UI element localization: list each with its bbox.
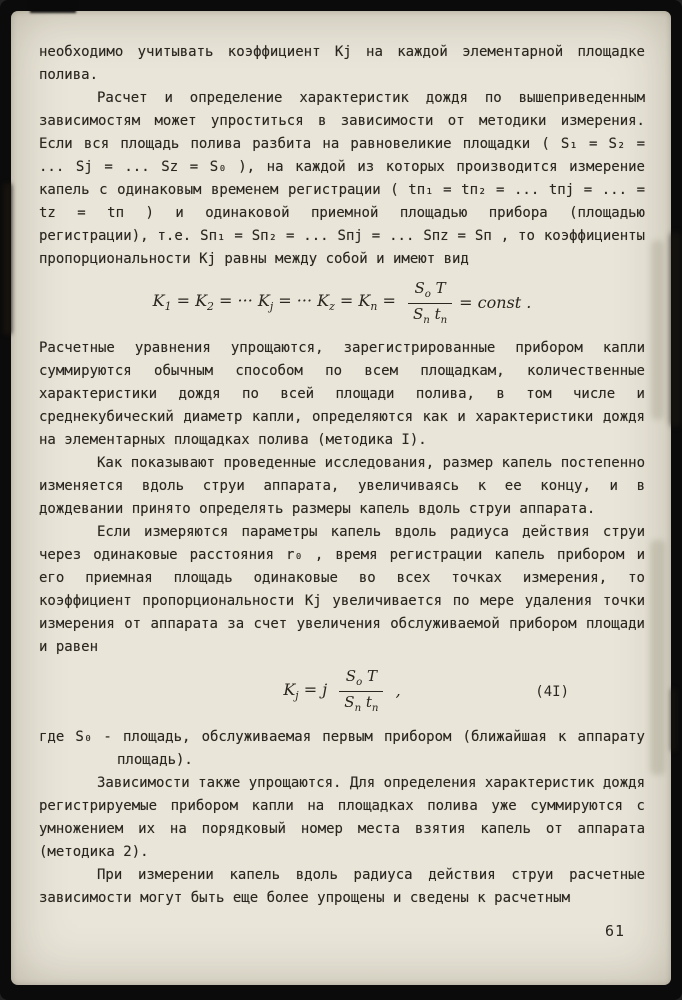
paragraph: Если измеряются параметры капель вдоль радиуса действия струи через одинаковые расстояния r₀ , время регистрации капель прибором и его приемная площадь одинаковые во всех точках измерения, то коэффициент пропорциональности Kj увеличивается по мере удаления точки измерения от аппарата за счет увеличения обслуживаемой прибором площади и равен [39, 524, 645, 656]
scan-artifact-right-smudge [670, 232, 681, 427]
fraction-denominator: $S_п$ $t_п$ [412, 304, 448, 326]
formula-2-tail: , [390, 681, 401, 701]
fraction-numerator: $S_o$ T [408, 280, 452, 304]
paragraph-where-clause: где S₀ - площадь, обслуживаемая первым прибором (ближайшая к аппарату площадь). [39, 728, 645, 768]
fraction [408, 280, 452, 326]
page-number: 61 [604, 922, 625, 940]
page [11, 11, 671, 985]
fraction-numerator: $S_o$ T [339, 668, 383, 692]
fraction-denominator: $S_п$ $t_п$ [344, 693, 379, 715]
paragraph: Зависимости также упрощаются. Для определения характеристик дождя регистрируемые прибором капли на площадках полива уже суммируются с умножением их на порядковый номер места взятия капель от аппарата (методика 2). [39, 774, 645, 860]
formula-1 [39, 280, 645, 326]
formula-1-tail: = const . [459, 293, 532, 313]
scan-artifact-right-mark [670, 688, 677, 752]
paragraph: Расчетные уравнения упрощаются, зарегистрированные прибором капли суммируются обычным способом по всем площадкам, количественные характеристики дождя по всей площади полива, в том числе и среднекубический диаметр капли, определяются как и характеристики дождя на элементарных площадках полива (методика I). [39, 340, 645, 449]
formula-1-lhs: $K_1 = K_2$ = ··· $K_j$ = ··· $K_z = K_п$ = [152, 291, 401, 314]
fraction [339, 668, 383, 714]
formula-2 [39, 668, 645, 714]
equation-number: (4I) [535, 683, 569, 700]
paragraph: Как показывают проведенные исследования, размер капель постепенно изменяется вдоль струи аппарата, увеличиваясь к ее концу, и в дождевании принято определять размеры капель вдоль струи аппарата. [39, 455, 645, 518]
paragraph-continuation: необходимо учитывать коэффициент Kj на каждой элементарной площадке полива. [39, 44, 645, 83]
paragraph: Расчет и определение характеристик дождя по вышеприведенным зависимостям может упроститься в зависимости от методики измерения. Если вся площадь полива разбита на равновеликие площадки ( S₁ = S₂ = ... Sj = ... Sz = S₀ ), на каждой из которых производится измерение капель с одинаковым временем регистрации ( tп₁ = tп₂ = ... tпj = ... = tz = tп ) и одинаковой приемной площадью прибора (площадью регистрации), т.е. Sп₁ = Sп₂ = ... Sпj = ... Sпz = Sп , то коэффициенты пропорциональности Kj равны между собой и имеют вид [39, 90, 645, 267]
paragraph: При измерении капель вдоль радиуса действия струи расчетные зависимости могут быть еще более упрощены и сведены к расчетным [39, 866, 645, 906]
formula-2-lhs: $K_j = j$ [283, 679, 333, 702]
